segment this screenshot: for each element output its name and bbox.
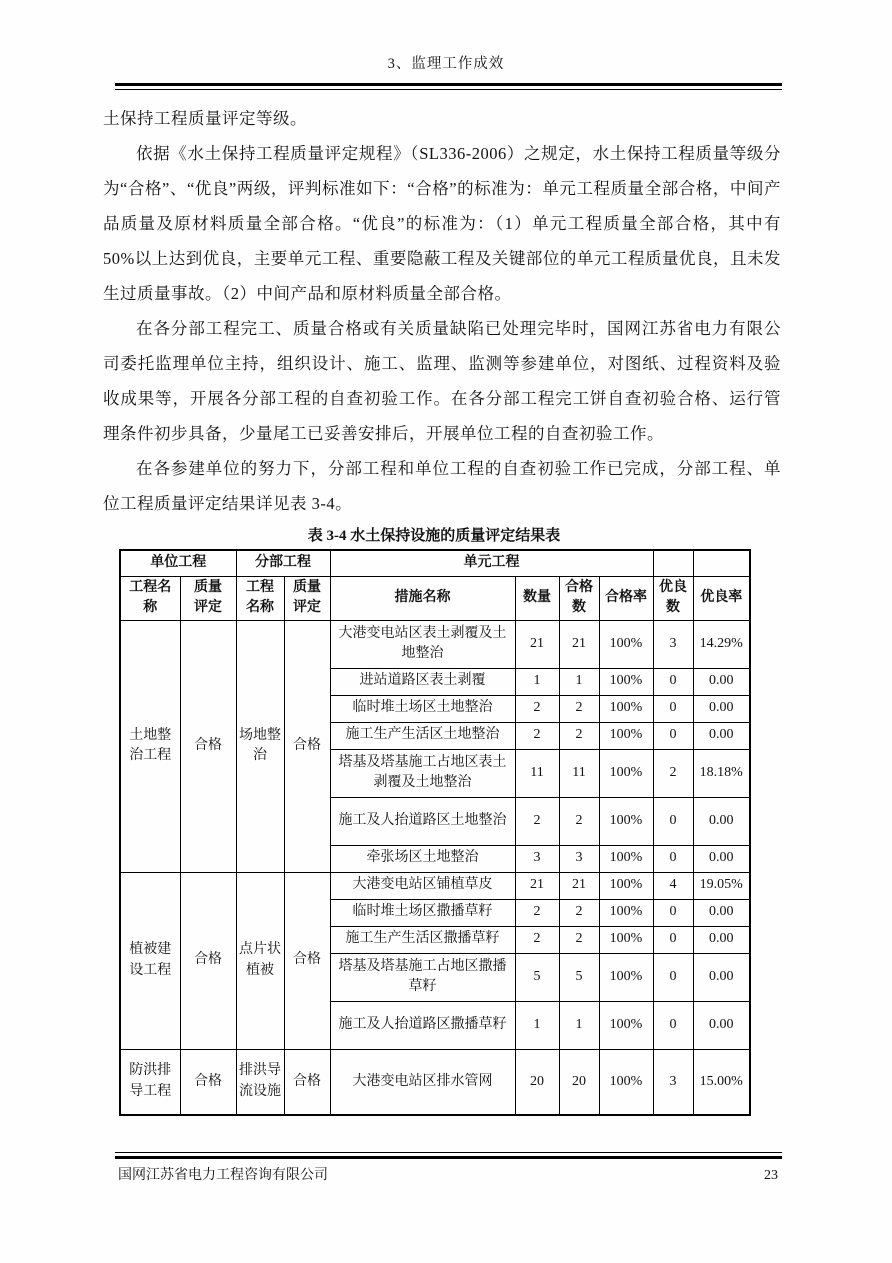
header-qualified: 合格数 xyxy=(559,576,599,620)
qty-cell: 5 xyxy=(515,953,559,1001)
qty-cell: 21 xyxy=(515,620,559,668)
qualified-rate-cell: 100% xyxy=(599,926,653,953)
page-content xyxy=(103,101,781,1116)
header-division-name: 工程名称 xyxy=(236,576,284,620)
qty-cell: 3 xyxy=(515,845,559,872)
excellent-cell: 0 xyxy=(653,722,693,749)
excellent-cell: 0 xyxy=(653,926,693,953)
excellent-rate-cell: 0.00 xyxy=(693,797,750,845)
header-division-rating: 质量评定 xyxy=(284,576,330,620)
measure-cell: 大港变电站区铺植草皮 xyxy=(330,872,515,899)
unit-name-cell: 土地整治工程 xyxy=(120,620,180,872)
excellent-cell: 2 xyxy=(653,749,693,797)
measure-cell: 施工生产生活区撒播草籽 xyxy=(330,926,515,953)
header-division-project: 分部工程 xyxy=(236,550,330,576)
paragraph-standards: 依据《水土保持工程质量评定规程》（SL336-2006）之规定，水土保持工程质量等级分为“合格”、“优良”两级，评判标准如下：“合格”的标准为：单元工程质量全部合格，中间产品质量及原材料质量全部合格。“优良”的标准为：（1）单元工程质量全部合格，其中有 50%以上达到优良，主要单元工程、重要隐蔽工程及关键部位的单元工程质量优良，且未发生过质量事故。（2）中间产品和原材料质量全部合格。 xyxy=(103,144,781,303)
excellent-cell: 3 xyxy=(653,1049,693,1115)
header-empty-cell xyxy=(653,550,693,576)
qualified-cell: 21 xyxy=(559,872,599,899)
excellent-rate-cell: 15.00% xyxy=(693,1049,750,1115)
excellent-cell: 0 xyxy=(653,953,693,1001)
division-rating-cell: 合格 xyxy=(284,872,330,1049)
excellent-rate-cell: 0.00 xyxy=(693,926,750,953)
excellent-cell: 0 xyxy=(653,797,693,845)
qty-cell: 1 xyxy=(515,1001,559,1049)
qty-cell: 2 xyxy=(515,695,559,722)
unit-name-cell: 植被建设工程 xyxy=(120,872,180,1049)
table-header-row-groups xyxy=(120,550,750,576)
header-empty-cell xyxy=(693,550,750,576)
qualified-rate-cell: 100% xyxy=(599,1001,653,1049)
qualified-cell: 3 xyxy=(559,845,599,872)
table-caption: 表 3-4 水土保持设施的质量评定结果表 xyxy=(307,528,561,544)
excellent-rate-cell: 14.29% xyxy=(693,620,750,668)
unit-rating-cell: 合格 xyxy=(180,1049,236,1115)
measure-cell: 施工及人抬道路区撒播草籽 xyxy=(330,1001,515,1049)
paragraph-results: 在各参建单位的努力下，分部工程和单位工程的自查初验工作已完成，分部工程、单位工程质量评定结果详见表 3-4。 xyxy=(103,459,781,513)
table-header-row-columns xyxy=(120,576,750,620)
qualified-cell: 2 xyxy=(559,899,599,926)
qualified-cell: 11 xyxy=(559,749,599,797)
qty-cell: 2 xyxy=(515,797,559,845)
paragraph-continuation: 土保持工程质量评定等级。 xyxy=(103,109,307,128)
measure-cell: 临时堆土场区撒播草籽 xyxy=(330,899,515,926)
measure-cell: 临时堆土场区土地整治 xyxy=(330,695,515,722)
qualified-cell: 2 xyxy=(559,797,599,845)
qualified-rate-cell: 100% xyxy=(599,1049,653,1115)
qualified-rate-cell: 100% xyxy=(599,722,653,749)
excellent-cell: 0 xyxy=(653,668,693,695)
excellent-rate-cell: 0.00 xyxy=(693,1001,750,1049)
quality-evaluation-table xyxy=(119,549,751,1116)
division-name-cell: 点片状植被 xyxy=(236,872,284,1049)
excellent-rate-cell: 0.00 xyxy=(693,668,750,695)
table-row xyxy=(120,872,750,899)
header-excellent: 优良数 xyxy=(653,576,693,620)
unit-rating-cell: 合格 xyxy=(180,620,236,872)
qualified-rate-cell: 100% xyxy=(599,872,653,899)
header-unit-name: 工程名称 xyxy=(120,576,180,620)
qualified-cell: 21 xyxy=(559,620,599,668)
excellent-cell: 0 xyxy=(653,899,693,926)
excellent-cell: 0 xyxy=(653,845,693,872)
header-unit-project: 单位工程 xyxy=(120,550,236,576)
header-unit-rating: 质量评定 xyxy=(180,576,236,620)
qualified-rate-cell: 100% xyxy=(599,749,653,797)
measure-cell: 塔基及塔基施工占地区撒播草籽 xyxy=(330,953,515,1001)
qualified-cell: 1 xyxy=(559,1001,599,1049)
excellent-rate-cell: 0.00 xyxy=(693,695,750,722)
qty-cell: 21 xyxy=(515,872,559,899)
measure-cell: 大港变电站区表土剥覆及土地整治 xyxy=(330,620,515,668)
division-rating-cell: 合格 xyxy=(284,1049,330,1115)
excellent-cell: 3 xyxy=(653,620,693,668)
page-footer xyxy=(118,1164,778,1184)
measure-cell: 牵张场区土地整治 xyxy=(330,845,515,872)
excellent-rate-cell: 0.00 xyxy=(693,845,750,872)
excellent-cell: 4 xyxy=(653,872,693,899)
qualified-rate-cell: 100% xyxy=(599,620,653,668)
excellent-cell: 0 xyxy=(653,695,693,722)
excellent-cell: 0 xyxy=(653,1001,693,1049)
qualified-rate-cell: 100% xyxy=(599,899,653,926)
measure-cell: 塔基及塔基施工占地区表土剥覆及土地整治 xyxy=(330,749,515,797)
excellent-rate-cell: 0.00 xyxy=(693,953,750,1001)
qualified-rate-cell: 100% xyxy=(599,797,653,845)
qty-cell: 2 xyxy=(515,899,559,926)
qualified-rate-cell: 100% xyxy=(599,845,653,872)
qty-cell: 11 xyxy=(515,749,559,797)
qualified-cell: 20 xyxy=(559,1049,599,1115)
paragraph-inspection: 在各分部工程完工、质量合格或有关质量缺陷已处理完毕时，国网江苏省电力有限公司委托监理单位主持，组织设计、施工、监理、监测等参建单位，对图纸、过程资料及验收成果等，开展各分部工程的自查初验工作。在各分部工程完工饼自查初验合格、运行管理条件初步具备，少量尾工已妥善安排后，开展单位工程的自查初验工作。 xyxy=(103,319,781,443)
header-excellent-rate: 优良率 xyxy=(693,576,750,620)
measure-cell: 施工及人抬道路区土地整治 xyxy=(330,797,515,845)
division-name-cell: 场地整治 xyxy=(236,620,284,872)
footer-double-rule xyxy=(115,1152,782,1159)
qty-cell: 1 xyxy=(515,668,559,695)
header-double-rule xyxy=(115,83,782,90)
page-header-title: 3、监理工作成效 xyxy=(387,56,505,72)
unit-rating-cell: 合格 xyxy=(180,872,236,1049)
qualified-cell: 2 xyxy=(559,722,599,749)
qty-cell: 2 xyxy=(515,926,559,953)
qualified-rate-cell: 100% xyxy=(599,953,653,1001)
header-element-project: 单元工程 xyxy=(330,550,653,576)
qty-cell: 2 xyxy=(515,722,559,749)
qualified-rate-cell: 100% xyxy=(599,668,653,695)
division-name-cell: 排洪导流设施 xyxy=(236,1049,284,1115)
excellent-rate-cell: 19.05% xyxy=(693,872,750,899)
measure-cell: 大港变电站区排水管网 xyxy=(330,1049,515,1115)
unit-name-cell: 防洪排导工程 xyxy=(120,1049,180,1115)
excellent-rate-cell: 0.00 xyxy=(693,899,750,926)
measure-cell: 施工生产生活区土地整治 xyxy=(330,722,515,749)
qualified-cell: 2 xyxy=(559,926,599,953)
footer-company-name: 国网江苏省电力工程咨询有限公司 xyxy=(118,1168,328,1183)
qualified-cell: 5 xyxy=(559,953,599,1001)
header-qualified-rate: 合格率 xyxy=(599,576,653,620)
measure-cell: 进站道路区表土剥覆 xyxy=(330,668,515,695)
qualified-cell: 1 xyxy=(559,668,599,695)
qualified-cell: 2 xyxy=(559,695,599,722)
qty-cell: 20 xyxy=(515,1049,559,1115)
footer-page-number: 23 xyxy=(764,1168,778,1183)
excellent-rate-cell: 18.18% xyxy=(693,749,750,797)
header-qty: 数量 xyxy=(515,576,559,620)
excellent-rate-cell: 0.00 xyxy=(693,722,750,749)
division-rating-cell: 合格 xyxy=(284,620,330,872)
table-row xyxy=(120,620,750,668)
table-row xyxy=(120,1049,750,1115)
qualified-rate-cell: 100% xyxy=(599,695,653,722)
header-measure: 措施名称 xyxy=(330,576,515,620)
